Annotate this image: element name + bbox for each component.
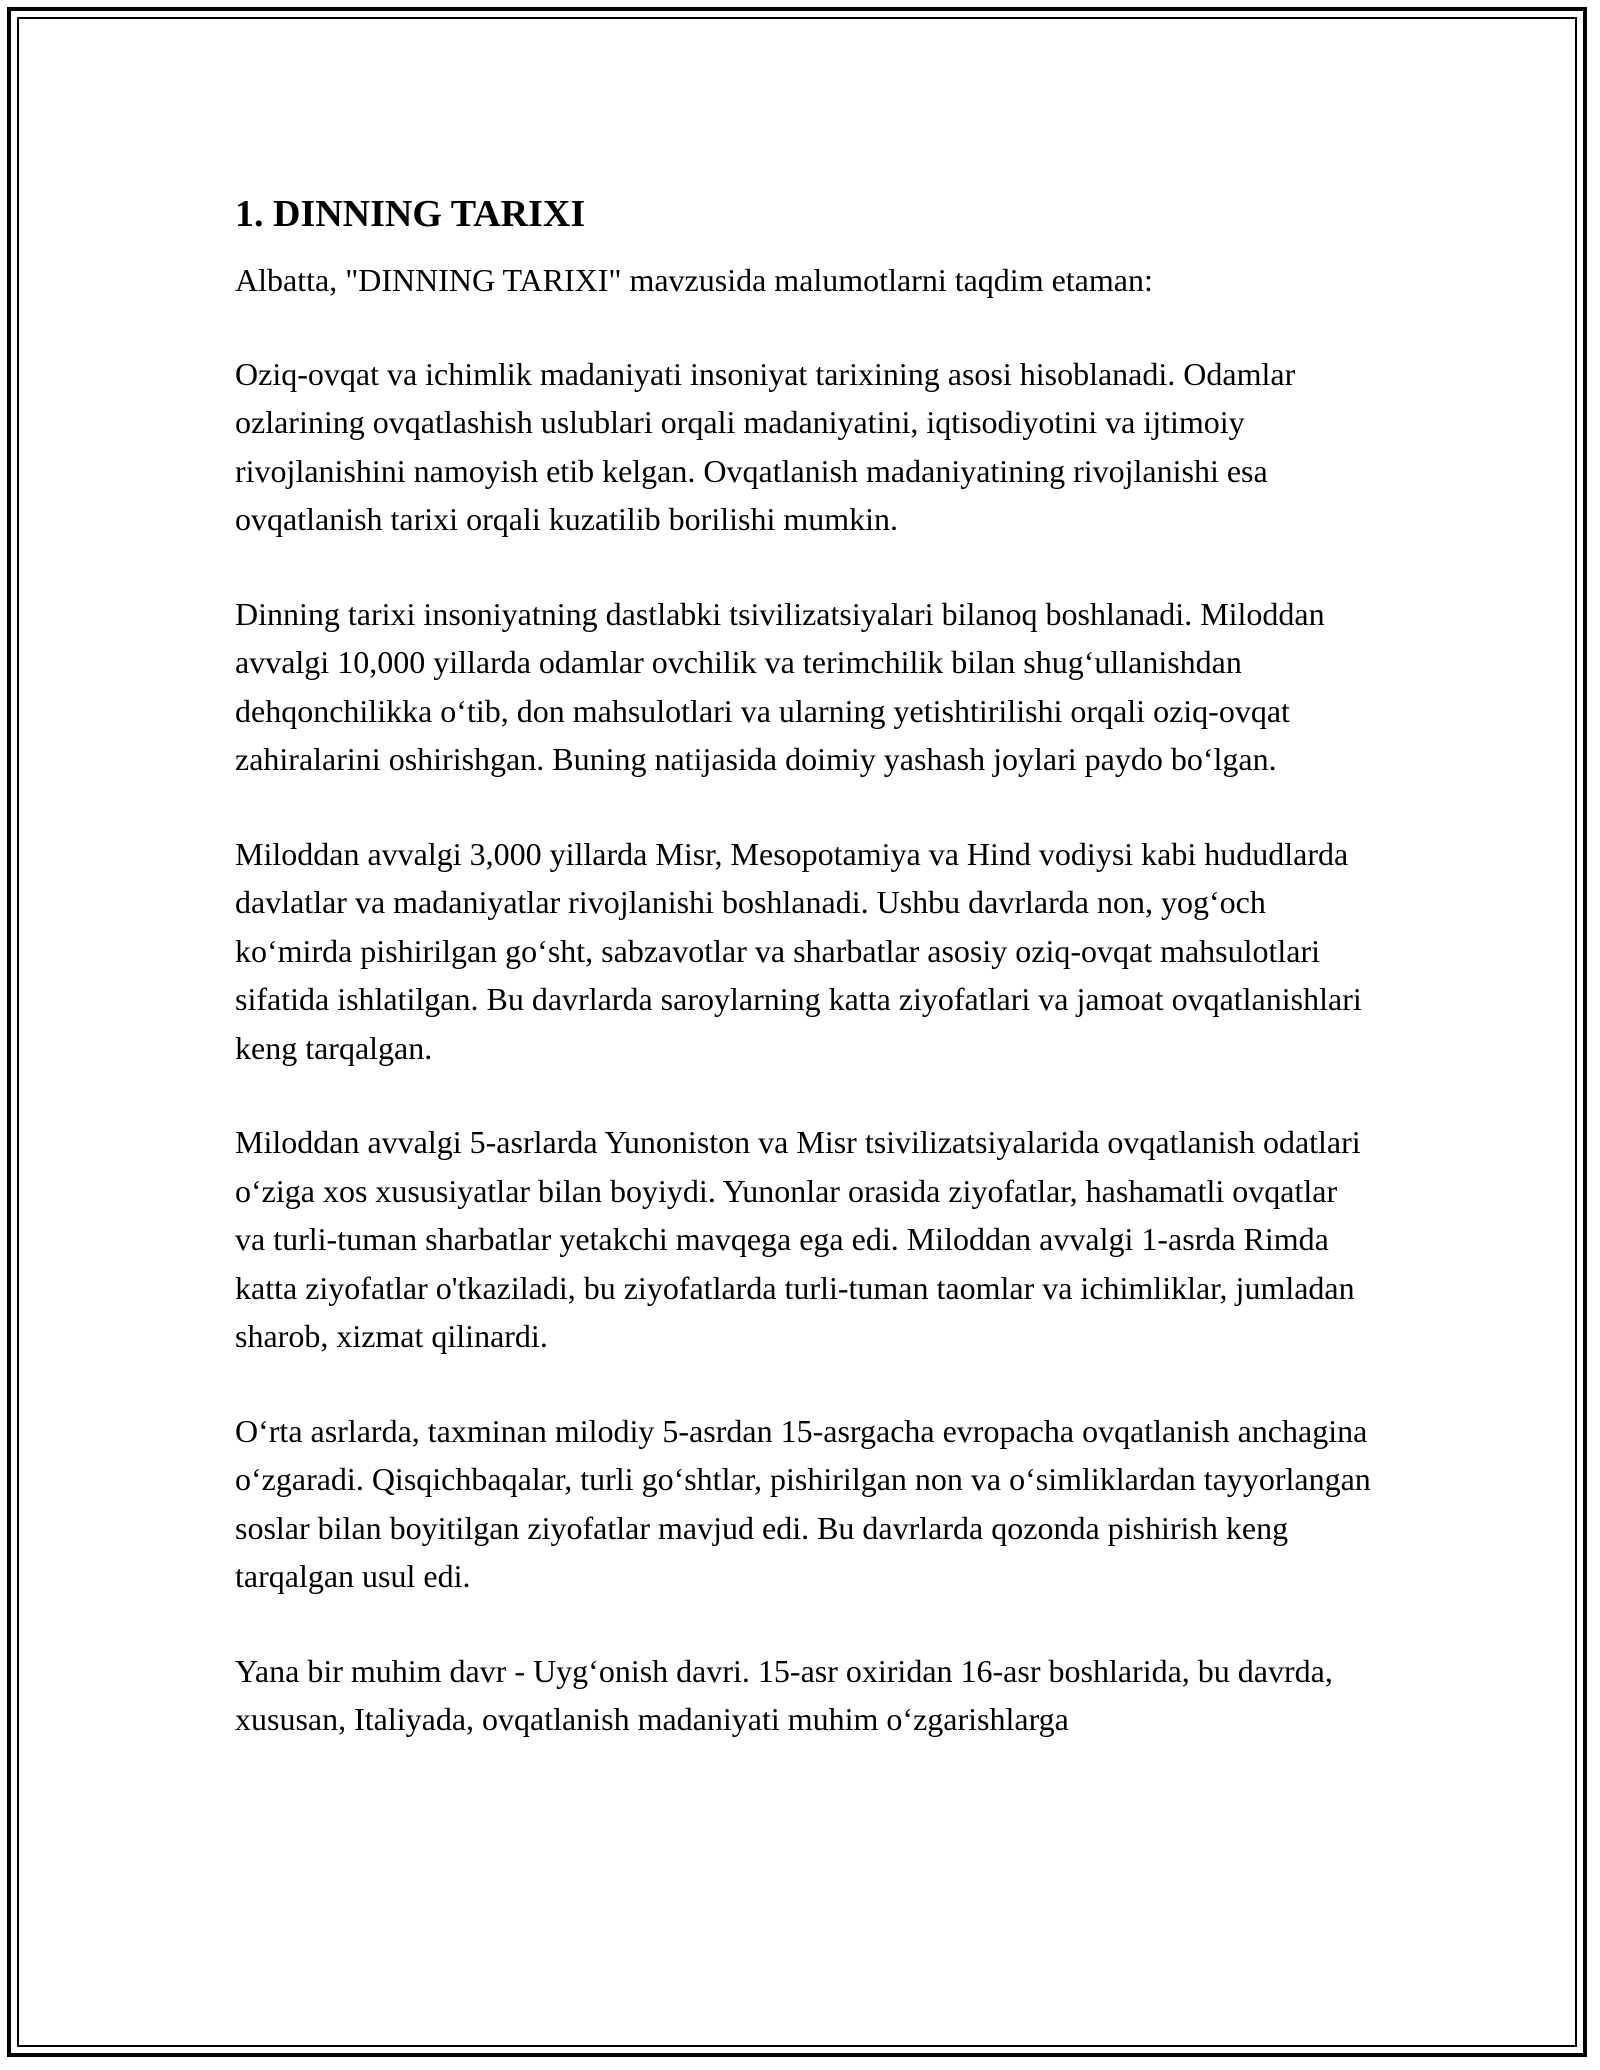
section-heading: 1. DINNING TARIXI <box>235 193 586 235</box>
paragraph-2: Dinning tarixi insoniyatning dastlabki tsivilizatsiyalari bilanoq boshlanadi. Miloddan avvalgi 10,000 yillarda odamlar ovchilik va terimchilik bilan shugʻullanishdan dehqonchilikka oʻtib, don mahsulotlari va ularning yetishtirilishi orqali oziq-ovqat zahiralarini oshirishgan. Buning natijasida doimiy yashash joylari paydo boʻlgan. <box>235 595 1325 778</box>
paragraph-4: Miloddan avvalgi 5-asrlarda Yunoniston va Misr tsivilizatsiyalarida ovqatlanish odatlari oʻziga xos xususiyatlar bilan boyiydi. Yunonlar orasida ziyofatlar, hashamatli ovqatlar va turli-tuman sharbatlar yetakchi mavqega ega edi. Miloddan avvalgi 1-asrda Rimda katta ziyofatlar o'tkaziladi, bu ziyofatlarda turli-tuman taomlar va ichimliklar, jumladan sharob, xizmat qilinardi. <box>235 1124 1361 1355</box>
document-body <box>235 180 1375 1744</box>
paragraph-1: Oziq-ovqat va ichimlik madaniyati insoniyat tarixining asosi hisoblanadi. Odamlar ozlarining ovqatlashish uslublari orqali madaniyatini, iqtisodiyotini va ijtimoiy rivojlanishini namoyish etib kelgan. Ovqatlanish madaniyatining rivojlanishi esa ovqatlanish tarixi orqali kuzatilib borilishi mumkin. <box>235 355 1296 538</box>
paragraph-3: Miloddan avvalgi 3,000 yillarda Misr, Mesopotamiya va Hind vodiysi kabi hududlarda davlatlar va madaniyatlar rivojlanishi boshlanadi. Ushbu davrlarda non, yogʻoch koʻmirda pishirilgan goʻsht, sabzavotlar va sharbatlar asosiy oziq-ovqat mahsulotlari sifatida ishlatilgan. Bu davrlarda saroylarning katta ziyofatlari va jamoat ovqatlanishlari keng tarqalgan. <box>235 835 1362 1066</box>
paragraph-5: Oʻrta asrlarda, taxminan milodiy 5-asrdan 15-asrgacha evropacha ovqatlanish anchagina oʻzgaradi. Qisqichbaqalar, turli goʻshtlar, pishirilgan non va oʻsimliklardan tayyorlangan soslar bilan boyitilgan ziyofatlar mavjud edi. Bu davrlarda qozonda pishirish keng tarqalgan usul edi. <box>235 1412 1371 1595</box>
paragraph-6: Yana bir muhim davr - Uygʻonish davri. 15-asr oxiridan 16-asr boshlarida, bu davrda, xususan, Italiyada, ovqatlanish madaniyati muhim oʻzgarishlarga <box>235 1652 1333 1738</box>
intro-paragraph: Albatta, "DINNING TARIXI" mavzusida malumotlarni taqdim etaman: <box>235 261 1153 298</box>
